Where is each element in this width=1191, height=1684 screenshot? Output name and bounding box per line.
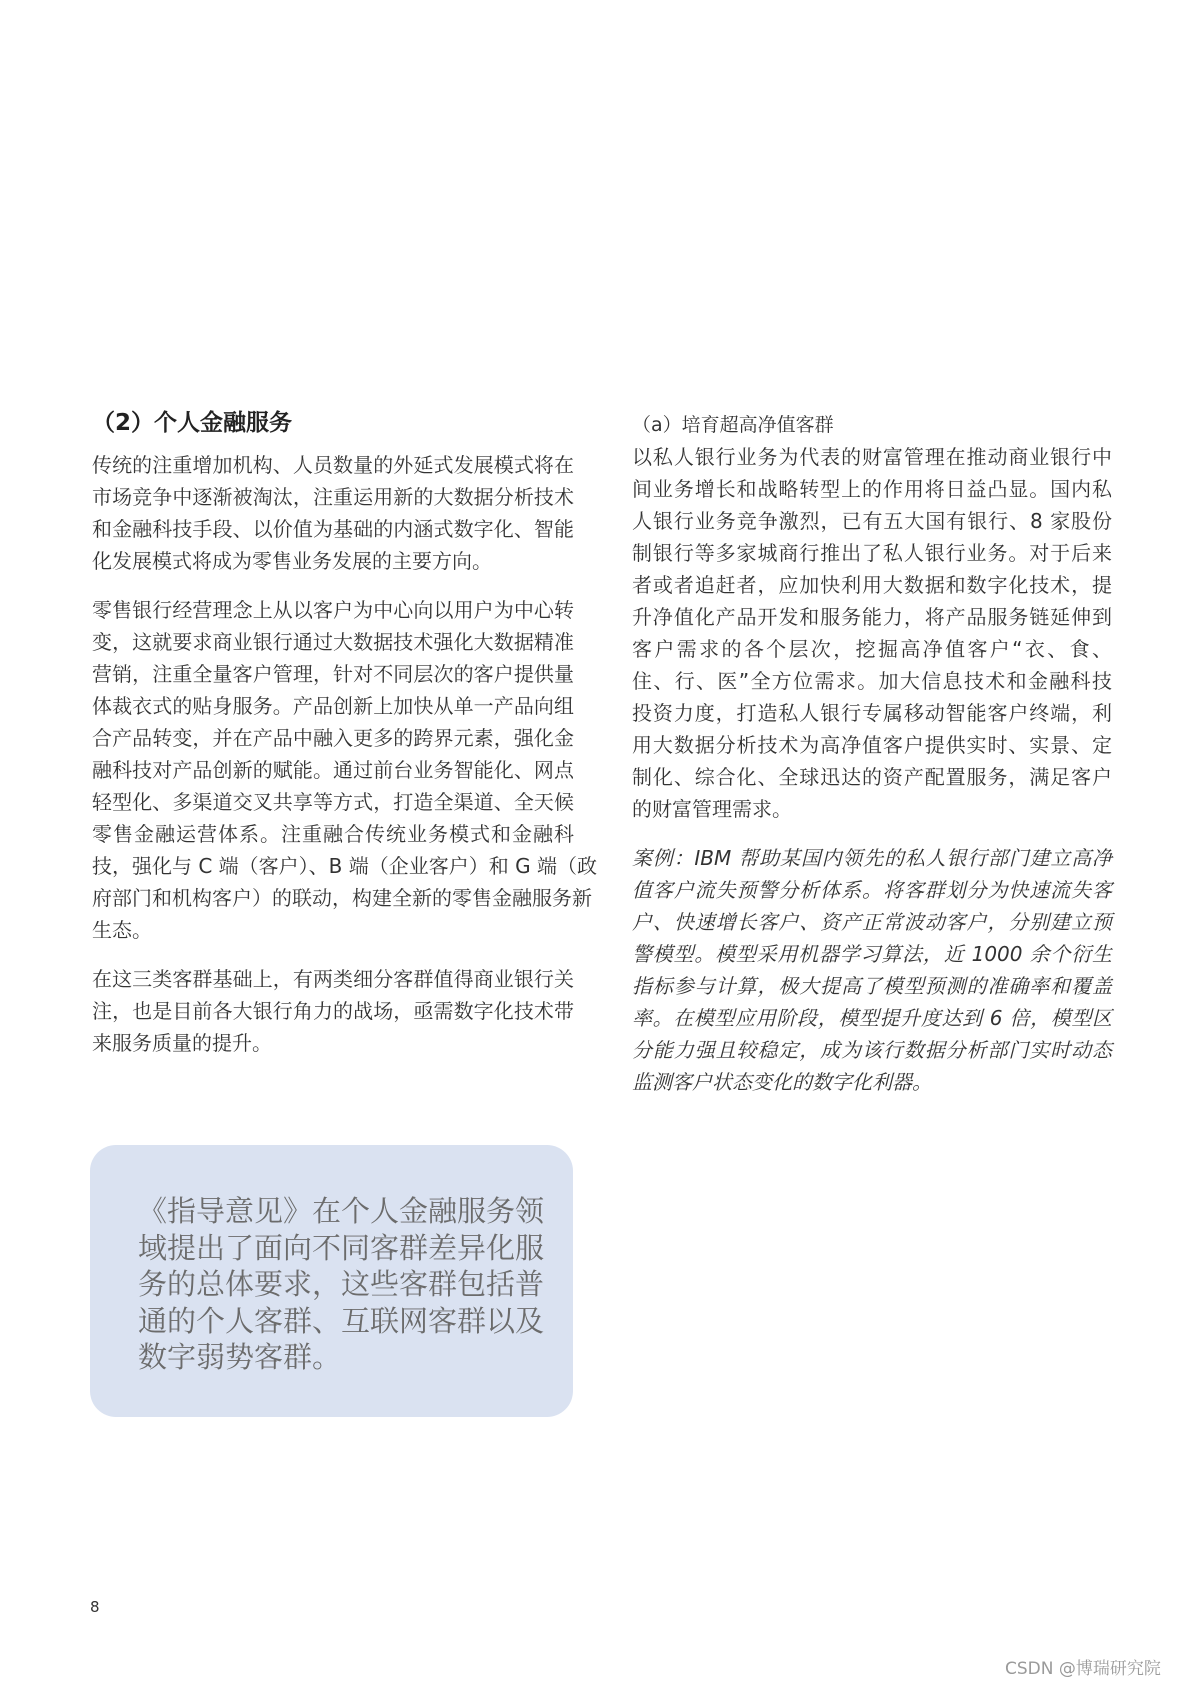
text-line: 值客户流失预警分析体系。将客群划分为快速流失客 [632, 878, 1112, 902]
paragraph [92, 594, 597, 946]
text-line: 间业务增长和战略转型上的作用将日益凸显。国内私 [632, 477, 1112, 501]
text-line: 客户需求的各个层次，挖掘高净值客户“衣、食、 [632, 637, 1112, 661]
left-paragraphs [92, 449, 597, 1059]
text-line: 府部门和机构客户）的联动，构建全新的零售金融服务新 [92, 886, 592, 910]
text-line: 升净值化产品开发和服务能力，将产品服务链延伸到 [632, 605, 1112, 629]
text-line: 警模型。模型采用机器学习算法，近 1000 余个衍生 [632, 942, 1112, 966]
text-line: 案例：IBM 帮助某国内领先的私人银行部门建立高净 [632, 846, 1112, 870]
text-line: 体裁衣式的贴身服务。产品创新上加快从单一产品向组 [92, 694, 574, 718]
text-line: 分能力强且较稳定，成为该行数据分析部门实时动态 [632, 1038, 1112, 1062]
text-line: 和金融科技手段、以价值为基础的内涵式数字化、智能 [92, 517, 574, 541]
text-line: 住、行、医”全方位需求。加大信息技术和金融科技 [632, 669, 1112, 693]
text-line: 务的总体要求，这些客群包括普 [138, 1267, 545, 1301]
text-line: 制银行等多家城商行推出了私人银行业务。对于后来 [632, 541, 1112, 565]
text-line: 用大数据分析技术为高净值客户提供实时、实景、定 [632, 733, 1112, 757]
text-line: 户、快速增长客户、资产正常波动客户，分别建立预 [632, 910, 1112, 934]
callout-text [138, 1193, 545, 1376]
text-line: 零售银行经营理念上从以客户为中心向以用户为中心转 [92, 598, 574, 622]
text-line: 指标参与计算，极大提高了模型预测的准确率和覆盖 [632, 974, 1112, 998]
text-line: 融科技对产品创新的赋能。通过前台业务智能化、网点 [92, 758, 574, 782]
text-line: 生态。 [92, 918, 152, 942]
text-line: 域提出了面向不同客群差异化服 [138, 1230, 545, 1265]
text-line: 《指导意见》在个人金融服务领 [138, 1194, 545, 1228]
text-line: 监测客户状态变化的数字化利器。 [632, 1070, 932, 1094]
text-line: 投资力度，打造私人银行专属移动智能客户终端，利 [632, 701, 1112, 725]
text-line: 通的个人客群、互联网客群以及 [138, 1303, 545, 1338]
subsection-heading: （a）培育超高净值客群 [632, 414, 834, 436]
text-line: 的财富管理需求。 [632, 797, 792, 821]
text-line: 制化、综合化、全球迅达的资产配置服务，满足客户 [632, 765, 1112, 789]
text-line: 率。在模型应用阶段，模型提升度达到 6 倍，模型区 [632, 1006, 1112, 1030]
page-number: 8 [90, 1598, 100, 1616]
section-heading: （2）个人金融服务 [92, 410, 293, 436]
text-line: 注，也是目前各大银行角力的战场，亟需数字化技术带 [92, 999, 574, 1023]
text-line: 轻型化、多渠道交叉共享等方式，打造全渠道、全天候 [92, 790, 574, 814]
text-line: 在这三类客群基础上，有两类细分客群值得商业银行关 [92, 967, 574, 991]
text-line: 营销，注重全量客户管理，针对不同层次的客户提供量 [92, 662, 574, 686]
text-line: 技，强化与 C 端（客户）、B 端（企业客户）和 G 端（政 [92, 854, 597, 878]
text-line: 数字弱势客群。 [138, 1340, 342, 1374]
callout-box [90, 1145, 573, 1417]
watermark: CSDN @博瑞研究院 [1005, 1659, 1161, 1679]
text-line: 人银行业务竞争激烈，已有五大国有银行、8 家股份 [632, 509, 1112, 533]
right-column [632, 410, 1112, 1115]
paragraph [92, 963, 574, 1059]
text-line: 化发展模式将成为零售业务发展的主要方向。 [92, 549, 492, 573]
paragraph [92, 449, 574, 577]
text-line: 变，这就要求商业银行通过大数据技术强化大数据精准 [92, 630, 574, 654]
right-body-paragraph [632, 441, 1112, 825]
text-line: 传统的注重增加机构、人员数量的外延式发展模式将在 [92, 453, 574, 477]
text-line: 合产品转变，并在产品中融入更多的跨界元素，强化金 [92, 726, 574, 750]
text-line: 市场竞争中逐渐被淘汰，注重运用新的大数据分析技术 [92, 485, 574, 509]
text-line: 零售金融运营体系。注重融合传统业务模式和金融科 [92, 822, 574, 846]
left-column [92, 405, 597, 1076]
text-line: 来服务质量的提升。 [92, 1031, 272, 1055]
case-study-paragraph [632, 842, 1112, 1098]
text-line: 者或者追赶者，应加快利用大数据和数字化技术，提 [632, 573, 1112, 597]
text-line: 以私人银行业务为代表的财富管理在推动商业银行中 [632, 445, 1112, 469]
